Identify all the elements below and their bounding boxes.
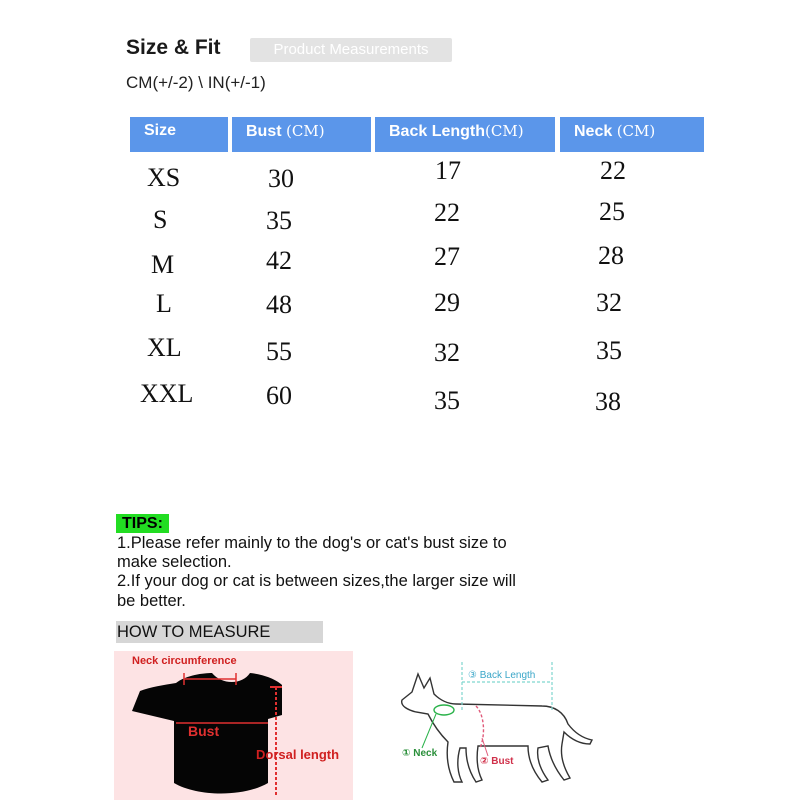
column-header-unit: (CM)	[616, 122, 656, 140]
tip-line: make selection.	[117, 553, 232, 571]
bust-cell: 30	[268, 164, 294, 193]
size-cell: XXL	[140, 379, 194, 408]
how-to-measure-heading: HOW TO MEASURE	[116, 621, 323, 643]
tip-line: be better.	[117, 592, 186, 610]
tip-line: 2.If your dog or cat is between sizes,the larger size will	[117, 572, 516, 590]
column-header-label: Neck	[574, 123, 613, 140]
bust-label: Bust	[188, 723, 220, 739]
column-header-label: Size	[144, 122, 177, 139]
neck-cell: 35	[596, 336, 622, 365]
column-header-bust	[232, 117, 371, 152]
column-header-unit: (CM)	[485, 122, 524, 140]
back-length-label: ③ Back Length	[468, 670, 536, 681]
bust-cell: 48	[266, 290, 292, 319]
units-note: CM(+/-2) \ IN(+/-1)	[126, 73, 266, 92]
size-cell: XS	[147, 163, 181, 192]
shirt-illustration	[114, 651, 353, 800]
bust-cell: 60	[266, 381, 292, 410]
neck-cell: 25	[599, 197, 625, 226]
tip-line: 1.Please refer mainly to the dog's or cat's bust size to	[117, 534, 507, 552]
size-cell: M	[151, 250, 175, 279]
column-header-back-length	[375, 117, 555, 152]
neck-pointer	[422, 714, 436, 748]
column-header-label: Back Length	[389, 123, 486, 140]
back-length-cell: 35	[434, 386, 460, 415]
bust-cell: 35	[266, 206, 292, 235]
tips-badge: TIPS:	[116, 514, 169, 533]
bust-cell: 55	[266, 337, 292, 366]
back-length-cell: 29	[434, 288, 460, 317]
back-length-cell: 32	[434, 338, 460, 367]
dog-bust-label: ② Bust	[480, 756, 514, 767]
dog-measure-diagram	[392, 652, 598, 792]
neck-cell: 28	[598, 241, 624, 270]
column-header-size	[130, 117, 228, 152]
neck-cell: 22	[600, 156, 626, 185]
size-cell: L	[156, 289, 172, 318]
column-header-neck	[560, 117, 704, 152]
bust-cell: 42	[266, 246, 292, 275]
product-measurements-badge: Product Measurements	[250, 38, 452, 62]
neck-circumference-label: Neck circumference	[132, 655, 237, 667]
back-length-cell: 22	[434, 198, 460, 227]
neck-label: ① Neck	[402, 748, 438, 759]
size-cell: S	[153, 205, 168, 234]
dorsal-length-label: Dorsal length	[256, 747, 340, 762]
shirt-measure-diagram	[114, 651, 353, 800]
back-length-cell: 17	[435, 156, 461, 185]
neck-cell: 38	[595, 387, 621, 416]
page-title: Size & Fit	[126, 36, 221, 59]
column-header-label: Bust	[246, 123, 282, 140]
back-length-cell: 27	[434, 242, 460, 271]
size-cell: XL	[147, 333, 182, 362]
neck-cell: 32	[596, 288, 622, 317]
column-header-unit: (CM)	[286, 122, 325, 140]
